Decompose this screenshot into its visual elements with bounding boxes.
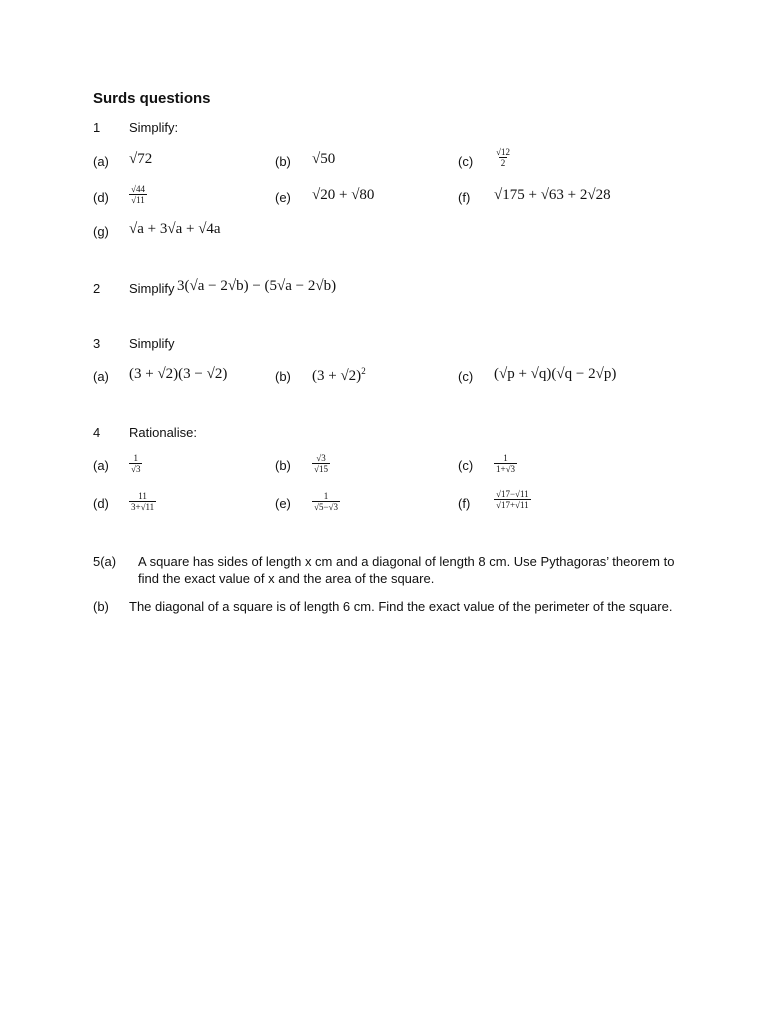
q3c-label: (c) — [458, 369, 474, 384]
q1-instruction: Simplify: — [129, 120, 179, 135]
q5a-label: 5(a) — [93, 554, 117, 569]
q3-number: 3 — [93, 336, 101, 351]
q1d-denominator: √11 — [131, 195, 145, 205]
q4b-denominator: √15 — [314, 464, 328, 474]
q3c-expr: (√p + √q)(√q − 2√p) — [494, 366, 617, 382]
q1a-expr: √72 — [129, 151, 153, 167]
q4d-fraction — [129, 491, 156, 512]
q4d-label: (d) — [93, 496, 109, 511]
q5a-text: A square has sides of length x cm and a diagonal of length 8 cm. Use Pythagoras’ theorem to find the exact value of x and the area of the square. — [138, 554, 675, 586]
q1c-numerator: √12 — [496, 147, 510, 157]
q1e-expr: √20 + √80 — [312, 187, 375, 203]
q4f-numerator: √17−√11 — [496, 489, 529, 499]
q3a-expr: (3 + √2)(3 − √2) — [129, 366, 228, 382]
q1b-expr: √50 — [312, 151, 336, 167]
q3-instruction: Simplify — [129, 336, 175, 351]
q4a-fraction — [129, 453, 142, 474]
q1e-label: (e) — [275, 190, 291, 205]
q4f-fraction — [494, 489, 531, 510]
q4a-label: (a) — [93, 458, 109, 473]
q1c-denominator: 2 — [500, 158, 506, 168]
q1b-label: (b) — [275, 154, 291, 169]
q3b-label: (b) — [275, 369, 291, 384]
q4c-label: (c) — [458, 458, 474, 473]
q1f-label: (f) — [458, 190, 471, 205]
q4-instruction: Rationalise: — [129, 425, 197, 440]
q4a-numerator: 1 — [133, 453, 138, 463]
q4a-denominator: √3 — [131, 464, 141, 474]
q4c-numerator: 1 — [503, 453, 508, 463]
q5b-text: The diagonal of a square is of length 6 cm. Find the exact value of the perimeter of the square. — [129, 599, 673, 614]
q1c-label: (c) — [458, 154, 474, 169]
q4d-denominator: 3+√11 — [131, 502, 155, 512]
q4f-denominator: √17+√11 — [496, 500, 529, 510]
q4c-fraction — [494, 453, 517, 474]
q5b-label: (b) — [93, 599, 109, 614]
q4d-numerator: 11 — [138, 491, 147, 501]
q2-instruction: Simplify — [129, 281, 175, 296]
q4-number: 4 — [93, 425, 101, 440]
q1d-label: (d) — [93, 190, 109, 205]
q1-number: 1 — [93, 120, 101, 135]
q1a-label: (a) — [93, 154, 109, 169]
q3b-expr — [312, 366, 366, 385]
q4f-label: (f) — [458, 496, 471, 511]
q4b-numerator: √3 — [316, 453, 326, 463]
q3b-base: (3 + √2) — [312, 368, 362, 384]
q1g-expr: √a + 3√a + √4a — [129, 221, 221, 237]
q4e-numerator: 1 — [323, 491, 329, 501]
q3a-label: (a) — [93, 369, 109, 384]
q4e-label: (e) — [275, 496, 291, 511]
q4b-label: (b) — [275, 458, 291, 473]
q4e-fraction — [312, 491, 340, 512]
q4c-denominator: 1+√3 — [496, 464, 516, 474]
q1d-numerator: √44 — [131, 184, 145, 194]
q2-number: 2 — [93, 281, 101, 296]
q4e-denominator: √5−√3 — [314, 502, 338, 512]
q1g-label: (g) — [93, 224, 109, 239]
q3b-power: 2 — [361, 366, 366, 376]
q2-expr: 3(√a − 2√b) − (5√a − 2√b) — [177, 278, 337, 294]
q1d-fraction — [129, 184, 147, 205]
q1f-expr: √175 + √63 + 2√28 — [494, 187, 611, 203]
q1c-fraction — [494, 147, 512, 168]
page-title: Surds questions — [93, 90, 211, 107]
q4b-fraction — [312, 453, 330, 474]
